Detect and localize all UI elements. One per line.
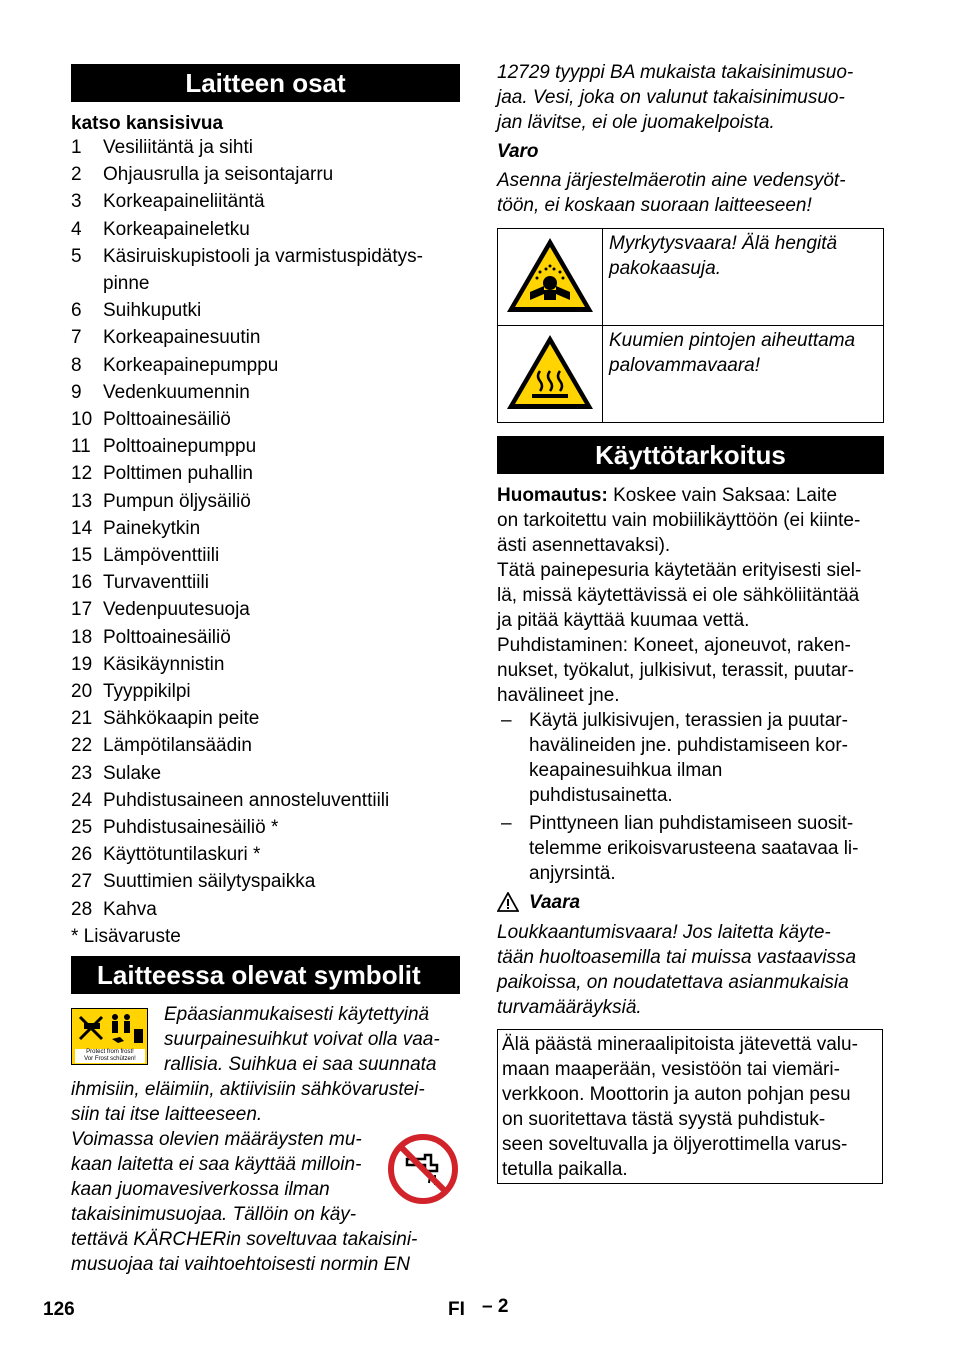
list-item-label: Sähkökaapin peite <box>103 708 260 730</box>
list-item-label: Tyyppikilpi <box>103 681 191 702</box>
hazard-hot-surface-text: Kuumien pintojen aiheuttama palovammavaara! <box>603 326 884 423</box>
list-item <box>71 705 460 732</box>
list-item <box>71 896 460 923</box>
list-item-number: 17 <box>71 599 93 621</box>
list-item <box>71 460 460 487</box>
bullet-item: – Pinttyneen lian puhdistamiseen suosit- telemme erikoisvarusteena saatavaa li- anjyrsintä. <box>501 813 859 884</box>
list-item-label: Lämpöventtiili <box>103 545 220 566</box>
list-item-number: 24 <box>71 789 93 811</box>
list-item <box>71 379 460 406</box>
list-item <box>71 324 460 351</box>
list-item <box>71 270 460 297</box>
list-item-label: Suihkuputki <box>103 300 202 322</box>
list-item-number: 7 <box>71 327 82 349</box>
list-item <box>71 596 460 623</box>
symbol-text-full: ihmisiin, eläimiin, aktiivisiin sähkövarustei- siin tai itse laitteeseen. <box>71 1079 425 1125</box>
list-item-label: Käsiruiskupistooli ja varmistuspidätys- <box>103 245 423 267</box>
list-item <box>71 787 460 814</box>
list-item <box>71 868 460 895</box>
list-item-number: 23 <box>71 762 93 784</box>
list-item <box>71 188 460 215</box>
list-item-label: Polttoainepumppu <box>103 436 257 458</box>
list-item-label: Suuttimien säilytyspaikka <box>103 871 316 893</box>
list-item-label: Pumpun öljysäiliö <box>103 490 251 512</box>
list-item-label: Turvaventtiili <box>103 572 209 594</box>
list-item-number: 22 <box>71 735 93 757</box>
hazard-hot-surface-icon <box>498 326 603 423</box>
list-item-number: 27 <box>71 871 93 893</box>
continuation-text: 12729 tyyppi BA mukaista takaisinimusuo- jaa. Vesi, joka on valunut takaisinimusuo- jan lävitse, ei ole juomakelpoista. <box>497 62 854 133</box>
purpose-text: Tätä painepesuria käytetään erityisesti siel- lä, missä käytettävissä ei ole sähköliitäntää ja pitää käyttää kuumaa vettä. Puhdistaminen: Koneet, ajoneuvot, raken- nukset, työkalut, julkisivut, terassit, puutar- havälineet jne. <box>497 560 862 706</box>
bullet-item: – Käytä julkisivujen, terassien ja puutar- havälineiden jne. puhdistamiseen kor- keapainesuihkua ilman puhdistusainetta. <box>501 710 848 806</box>
list-item-label: Korkeapainesuutin <box>103 327 261 349</box>
list-item-number: 13 <box>71 490 93 512</box>
list-item-label: Polttoainesäiliö <box>103 626 231 648</box>
hazard-toxic-text: Myrkytysvaara! Älä hengitä pakokaasuja. <box>603 229 884 326</box>
machine-warning-label-icon <box>71 1008 148 1065</box>
list-item-label: Korkeapainepumppu <box>103 354 279 376</box>
hazard-table <box>497 228 884 423</box>
list-item-label: Korkeapaineletku <box>103 218 250 240</box>
list-item-label: Vedenkuumennin <box>103 381 250 403</box>
list-item-label: Käyttötuntilaskuri * <box>103 844 261 866</box>
optional-note: * Lisävaruste <box>71 926 181 947</box>
list-item-number: 1 <box>71 137 82 158</box>
note-label: Huomautus: <box>497 485 608 506</box>
caution-title: Varo <box>497 141 539 162</box>
list-item-number: 19 <box>71 653 93 675</box>
list-item-number: 3 <box>71 191 82 213</box>
environment-notice-box: Älä päästä mineraalipitoista jätevettä valu- maan maaperään, vesistöön tai viemäri- verkkoon. Moottorin ja auton pohjan pesu on suoritettava tästä syystä puhdistuk- seen soveltuvalla ja öljyerottimella varus- tetulla paikalla. <box>497 1029 883 1184</box>
parts-list <box>71 134 460 952</box>
list-item <box>71 678 460 705</box>
note-text: Huomautus: Koskee vain Saksaa: Laite on tarkoitettu vain mobiilikäyttöön (ei kiinte- ästi asennettavaksi). <box>497 485 861 556</box>
list-item-label: Polttimen puhallin <box>103 463 253 485</box>
heading-symbolit: Laitteessa olevat symbolit <box>71 956 460 994</box>
list-item-number: 4 <box>71 218 82 240</box>
list-item-number: 26 <box>71 844 93 866</box>
list-item-label: Käsikäynnistin <box>103 653 225 675</box>
list-item <box>71 352 460 379</box>
list-item-label: Vedenpuutesuoja <box>103 599 250 621</box>
list-item <box>71 542 460 569</box>
list-item-number: 14 <box>71 517 93 539</box>
list-item-label: Korkeapaineliitäntä <box>103 191 265 213</box>
sub-page-number: – 2 <box>482 1296 509 1317</box>
list-item-number: 20 <box>71 681 93 702</box>
frost-label-en: Protect from frost! <box>86 1049 134 1055</box>
list-item <box>71 216 460 243</box>
list-item-label: Painekytkin <box>103 517 201 539</box>
hazard-toxic-icon <box>498 229 603 326</box>
list-item <box>71 161 460 188</box>
list-item <box>71 814 460 841</box>
list-item-label: Puhdistusaineen annosteluventtiili <box>103 789 390 811</box>
list-item <box>71 406 460 433</box>
list-item-label: Polttoainesäiliö <box>103 409 231 430</box>
list-item-label: pinne <box>103 273 150 294</box>
list-item-number: 18 <box>71 626 93 648</box>
list-item-number: 2 <box>71 164 82 186</box>
list-item-number: 8 <box>71 354 82 376</box>
list-item-number: 10 <box>71 409 93 430</box>
language-code: FI <box>448 1299 465 1320</box>
warning-triangle-icon <box>497 892 519 917</box>
list-item <box>71 433 460 460</box>
list-item <box>71 624 460 651</box>
symbol-text: Epäasianmukaisesti käytettyinä suurpainesuihkut voivat olla vaa- rallisia. Suihkua ei saa suunnata <box>164 1004 440 1075</box>
list-item <box>71 732 460 759</box>
caution-text: Asenna järjestelmäerotin aine vedensyöt- töön, ei koskaan suoraan laitteeseen! <box>497 170 846 216</box>
list-item-label: Ohjausrulla ja seisontajarru <box>103 164 334 186</box>
list-item-number: 12 <box>71 463 93 485</box>
list-item-number: 5 <box>71 245 82 267</box>
list-item-number: 6 <box>71 300 82 322</box>
heading-laitteen-osat: Laitteen osat <box>71 64 460 102</box>
list-item-number: 28 <box>71 898 93 920</box>
danger-text: Loukkaantumisvaara! Jos laitetta käyte- tään huoltoasemilla tai muissa vastaavissa paikoissa, on noudatettava asianmukaisia turvamääräyksiä. <box>497 922 857 1018</box>
heading-kayttotarkoitus: Käyttötarkoitus <box>497 436 884 474</box>
list-item-label: Puhdistusainesäiliö * <box>103 817 279 838</box>
list-item-number: 25 <box>71 817 93 838</box>
see-cover-label: katso kansisivua <box>71 113 224 134</box>
list-item <box>71 760 460 787</box>
list-item-number: 16 <box>71 572 93 594</box>
list-item <box>71 297 460 324</box>
frost-label-de: Vor Frost schützen! <box>84 1056 136 1062</box>
regulation-text: Voimassa olevien määräysten mu- kaan laitetta ei saa käyttää milloin- kaan juomavesiverkossa ilman takaisinimusuojaa. Tällöin on käy- tettävä KÄRCHERin soveltuvaa takaisini- musuojaa tai vaihtoehtoisesti normin EN <box>71 1129 418 1275</box>
page-number: 126 <box>43 1299 75 1320</box>
list-item-number: 9 <box>71 381 82 403</box>
no-drinking-water-icon <box>387 1133 459 1205</box>
list-item <box>71 243 460 270</box>
list-item-label: Kahva <box>103 898 157 920</box>
list-item <box>71 569 460 596</box>
list-item-number: 21 <box>71 708 93 730</box>
list-item <box>71 515 460 542</box>
list-item-label: Sulake <box>103 762 162 784</box>
list-item-label: Vesiliitäntä ja sihti <box>103 137 253 158</box>
list-item-number: 15 <box>71 545 93 566</box>
list-item <box>71 841 460 868</box>
list-item <box>71 651 460 678</box>
list-item <box>71 134 460 161</box>
list-item-label: Lämpötilansäädin <box>103 735 252 757</box>
list-item <box>71 488 460 515</box>
list-item-number: 11 <box>71 436 91 458</box>
